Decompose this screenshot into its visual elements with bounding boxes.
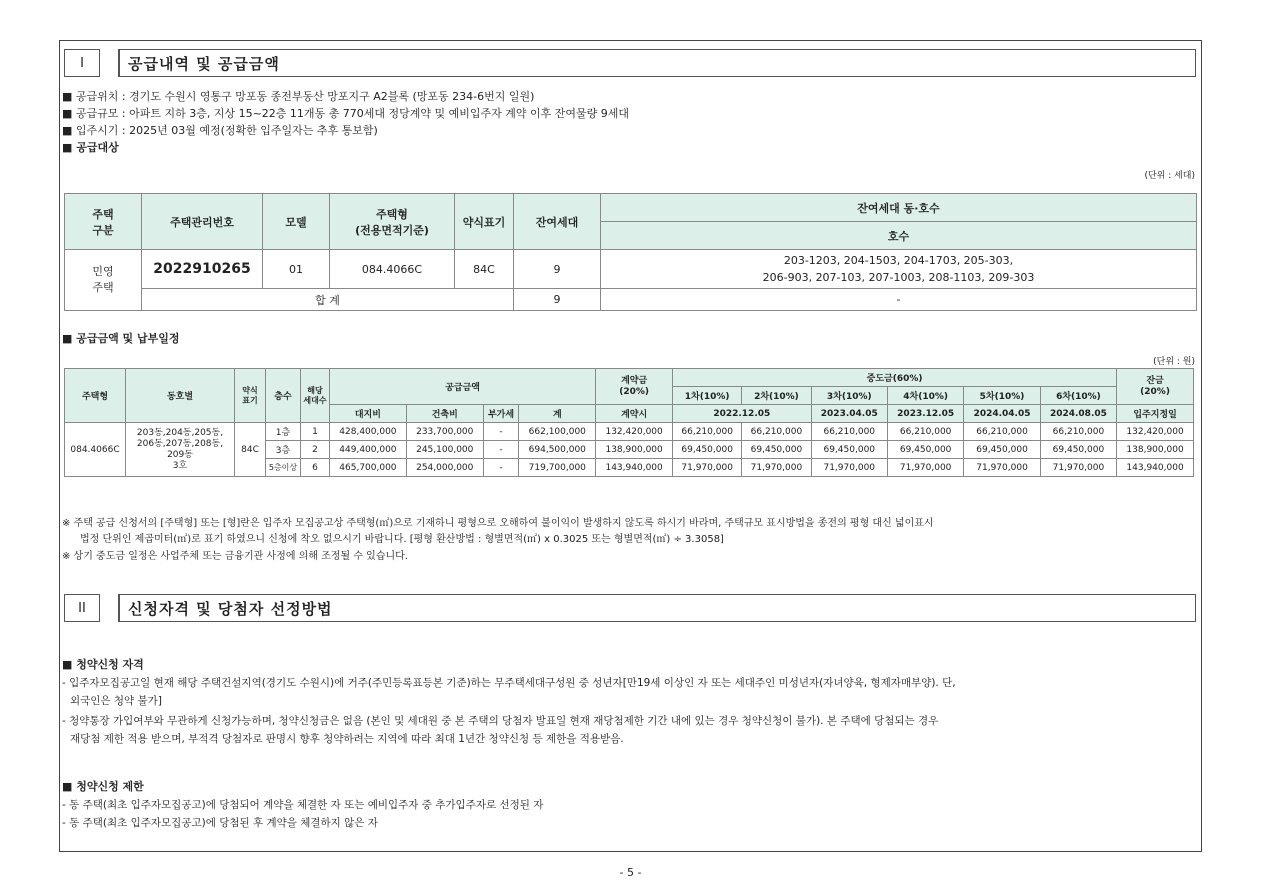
- th-p-i3: 3차(10%): [811, 387, 887, 405]
- cell-p-floor: 3층: [266, 441, 301, 459]
- cell-p-i6: 71,970,000: [1040, 459, 1116, 477]
- section-1-header: [64, 49, 1196, 77]
- cell-p-i4: 69,450,000: [887, 441, 963, 459]
- cell-p-abbr: 84C: [235, 423, 266, 477]
- th-p-sum: 계: [519, 405, 596, 423]
- cell-mgmt-no: 2022910265: [142, 250, 263, 289]
- th-p-floor: 층수: [266, 369, 301, 423]
- th-p-dong: 동호별: [126, 369, 235, 423]
- cell-class: 민영 주택: [65, 250, 142, 311]
- cell-p-i6: 69,450,000: [1040, 441, 1116, 459]
- th-units: 호수: [601, 222, 1197, 250]
- qualification-p2a: - 청약통장 가입여부와 무관하게 신청가능하며, 청약신청금은 없음 (본인 및 세대원 중 본 주택의 당첨자 발표일 현재 재당첨제한 기간 내에 있는 경우 청약신청이 불가). 본 주택에 당첨되는 경우: [62, 715, 939, 727]
- th-p-date-4: 2023.12.05: [887, 405, 963, 423]
- th-mgmt-no: 주택관리번호: [142, 194, 263, 250]
- qualification-p1b: 외국인은 청약 불가]: [70, 695, 162, 707]
- cell-p-contract: 138,900,000: [596, 441, 673, 459]
- unit-won: (단위 : 원): [1153, 357, 1195, 367]
- th-p-contract: 계약금 (20%): [596, 369, 673, 405]
- cell-p-i1: 71,970,000: [673, 459, 742, 477]
- cell-total-label: 합 계: [142, 289, 514, 311]
- restriction-heading: ■ 청약신청 제한: [62, 780, 144, 793]
- units-line-2: 206-903, 207-103, 207-1003, 208-1103, 209-303: [762, 271, 1035, 284]
- th-p-supply: 공급금액: [330, 369, 596, 405]
- cell-p-building: 245,100,000: [406, 441, 483, 459]
- th-house-class: 주택 구분: [65, 194, 142, 250]
- cell-p-i2: 66,210,000: [742, 423, 811, 441]
- cell-units: [601, 250, 1197, 289]
- section-2-title: 신청자격 및 당첨자 선정방법: [118, 594, 1196, 622]
- qualification-p2b: 재당첨 제한 적용 받으며, 부적격 당첨자로 판명시 향후 청약하려는 지역에 따라 최대 1년간 청약신청 등 제한을 적용받음.: [70, 733, 624, 745]
- th-p-date-3: 2023.04.05: [811, 405, 887, 423]
- th-abbr: 약식표기: [455, 194, 514, 250]
- cell-p-i5: 66,210,000: [964, 423, 1040, 441]
- th-p-i6: 6차(10%): [1040, 387, 1116, 405]
- section-1-number: I: [64, 49, 100, 77]
- cell-p-count: 1: [301, 423, 330, 441]
- cell-p-i2: 69,450,000: [742, 441, 811, 459]
- supply-scale: ■ 공급규모 : 아파트 지하 3층, 지상 15~22층 11개동 총 770세대 정당계약 및 예비입주자 계약 이후 잔여물량 9세대: [62, 107, 630, 120]
- th-p-date-5: 2024.04.05: [964, 405, 1040, 423]
- section-1-title: 공급내역 및 공급금액: [118, 49, 1196, 77]
- th-p-house-type: 주택형: [65, 369, 126, 423]
- th-remaining-units: 잔여세대 동·호수: [601, 194, 1197, 222]
- note-2: ※ 상기 중도금 일정은 사업주체 또는 금융기관 사정에 의해 조정될 수 있습니다.: [62, 551, 408, 562]
- cell-p-land: 428,400,000: [330, 423, 407, 441]
- cell-house-type: 084.4066C: [330, 250, 455, 289]
- th-p-balance: 잔금 (20%): [1117, 369, 1194, 405]
- cell-p-balance: 132,420,000: [1117, 423, 1194, 441]
- cell-p-i4: 71,970,000: [887, 459, 963, 477]
- cell-p-sum: 662,100,000: [519, 423, 596, 441]
- cell-p-i1: 69,450,000: [673, 441, 742, 459]
- unit-households: (단위 : 세대): [1144, 171, 1195, 181]
- cell-total-units: -: [601, 289, 1197, 311]
- restriction-p2: - 동 주택(최초 입주자모집공고)에 당첨된 후 계약을 체결하지 않은 자: [62, 817, 378, 829]
- section-2-number: II: [64, 594, 100, 622]
- th-p-interim: 중도금(60%): [673, 369, 1117, 387]
- cell-p-building: 254,000,000: [406, 459, 483, 477]
- cell-p-house-type: 084.4066C: [65, 423, 126, 477]
- units-line-1: 203-1203, 204-1503, 204-1703, 205-303,: [783, 254, 1014, 267]
- page-number: - 5 -: [619, 866, 642, 879]
- th-model: 모델: [263, 194, 330, 250]
- cell-remaining: 9: [514, 250, 601, 289]
- th-p-land: 대지비: [330, 405, 407, 423]
- cell-p-contract: 132,420,000: [596, 423, 673, 441]
- move-in-date: ■ 입주시기 : 2025년 03월 예정(정확한 입주일자는 추후 통보함): [62, 124, 378, 137]
- cell-p-contract: 143,940,000: [596, 459, 673, 477]
- section-2-header: [64, 594, 1196, 622]
- cell-p-i5: 71,970,000: [964, 459, 1040, 477]
- th-p-balance-sub: 입주지정일: [1117, 405, 1194, 423]
- th-house-type: 주택형 (전용면적기준): [330, 194, 455, 250]
- th-p-date-6: 2024.08.05: [1040, 405, 1116, 423]
- cell-p-balance: 138,900,000: [1117, 441, 1194, 459]
- cell-p-land: 465,700,000: [330, 459, 407, 477]
- cell-p-i3: 66,210,000: [811, 423, 887, 441]
- cell-p-floor: 1층: [266, 423, 301, 441]
- th-p-building: 건축비: [406, 405, 483, 423]
- cell-p-i5: 69,450,000: [964, 441, 1040, 459]
- th-p-i1: 1차(10%): [673, 387, 742, 405]
- cell-p-floor: 5층이상: [266, 459, 301, 477]
- cell-p-i4: 66,210,000: [887, 423, 963, 441]
- cell-p-sum: 694,500,000: [519, 441, 596, 459]
- note-1b: 법정 단위인 제곱미터(㎡)로 표기 하였으니 신청에 착오 없으시기 바랍니다. [평형 환산방법 : 형별면적(㎡) x 0.3025 또는 형별면적(㎡) ÷ 3.3058]: [80, 534, 724, 545]
- note-1a: ※ 주택 공급 신청서의 [주택형] 또는 [형]란은 입주자 모집공고상 주택형(㎡)으로 기재하니 평형으로 오해하여 불이익이 발생하지 않도록 하시기 바라며, 주택규모 표시방법을 종전의 평형 대신 넓이표시: [62, 518, 934, 529]
- cell-p-building: 233,700,000: [406, 423, 483, 441]
- cell-p-land: 449,400,000: [330, 441, 407, 459]
- cell-p-vat: -: [483, 423, 519, 441]
- restriction-p1: - 동 주택(최초 입주자모집공고)에 당첨되어 계약을 체결한 자 또는 예비입주자 중 추가입주자로 선정된 자: [62, 799, 544, 811]
- price-table: [64, 368, 1194, 477]
- cell-p-vat: -: [483, 441, 519, 459]
- th-p-abbr: 약식 표기: [235, 369, 266, 423]
- th-p-vat: 부가세: [483, 405, 519, 423]
- cell-p-count: 2: [301, 441, 330, 459]
- th-remaining: 잔여세대: [514, 194, 601, 250]
- cell-total-remaining: 9: [514, 289, 601, 311]
- supply-location: ■ 공급위치 : 경기도 수원시 영통구 망포동 종전부동산 망포지구 A2블록 (망포동 234-6번지 일원): [62, 90, 535, 103]
- th-p-i2: 2차(10%): [742, 387, 811, 405]
- qualification-heading: ■ 청약신청 자격: [62, 658, 144, 671]
- cell-abbr: 84C: [455, 250, 514, 289]
- th-p-i5: 5차(10%): [964, 387, 1040, 405]
- th-p-i4: 4차(10%): [887, 387, 963, 405]
- cell-p-vat: -: [483, 459, 519, 477]
- cell-p-i3: 71,970,000: [811, 459, 887, 477]
- cell-p-balance: 143,940,000: [1117, 459, 1194, 477]
- th-p-contract-sub: 계약시: [596, 405, 673, 423]
- cell-p-count: 6: [301, 459, 330, 477]
- th-p-date-12: 2022.12.05: [673, 405, 812, 423]
- cell-p-i2: 71,970,000: [742, 459, 811, 477]
- supply-target-heading: ■ 공급대상: [62, 141, 119, 154]
- price-heading: ■ 공급금액 및 납부일정: [62, 332, 180, 345]
- supply-table: [64, 193, 1197, 311]
- cell-p-dong: 203동,204동,205동, 206동,207동,208동, 209동 3호: [126, 423, 235, 477]
- th-p-count: 해당 세대수: [301, 369, 330, 423]
- cell-p-i3: 69,450,000: [811, 441, 887, 459]
- qualification-p1a: - 입주자모집공고일 현재 해당 주택건설지역(경기도 수원시)에 거주(주민등록표등본 기준)하는 무주택세대구성원 중 성년자[만19세 이상인 자 또는 세대주인 미성년자(자녀양육, 형제자매부양). 단,: [62, 677, 956, 689]
- cell-p-i1: 66,210,000: [673, 423, 742, 441]
- cell-p-sum: 719,700,000: [519, 459, 596, 477]
- cell-model: 01: [263, 250, 330, 289]
- cell-p-i6: 66,210,000: [1040, 423, 1116, 441]
